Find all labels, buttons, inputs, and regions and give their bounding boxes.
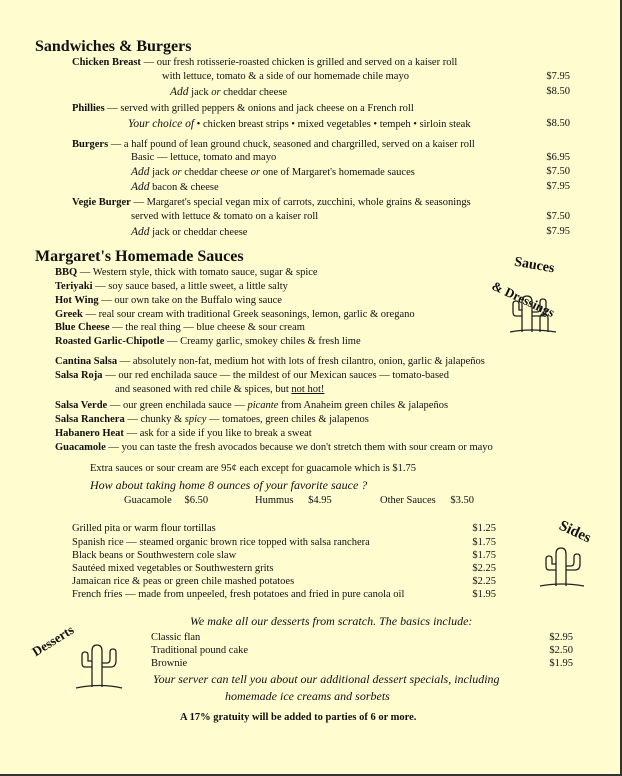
side-item: Sautéed mixed vegetables or Southwestern grits xyxy=(72,563,274,574)
sauce-name: Salsa Ranchera xyxy=(55,414,125,425)
sauce-name: Habanero Heat xyxy=(55,428,124,439)
side-price: $1.25 xyxy=(472,523,496,534)
take-home-heading: How about taking home 8 ounces of your favorite sauce ? xyxy=(90,478,368,492)
salsa-roja-line2 xyxy=(115,384,324,395)
take-home-price: $3.50 xyxy=(450,495,474,506)
add-word: Add xyxy=(131,166,150,178)
sauce-desc: and seasoned with red chile & spices, but xyxy=(115,384,289,395)
take-home-name: Hummus xyxy=(255,495,294,506)
item-desc: — a half pound of lean ground chuck, seasoned and chargrilled, served on a kaiser roll xyxy=(110,139,475,150)
sauce-name: Roasted Garlic-Chipotle xyxy=(55,336,165,347)
item-desc: — our fresh rotisserie-roasted chicken is grilled and served on a kaiser roll xyxy=(143,57,458,68)
side-item: Black beans or Southwestern cole slaw xyxy=(72,550,237,561)
take-home-other xyxy=(380,495,474,506)
dessert-item: Brownie xyxy=(151,658,188,669)
side-price: $2.25 xyxy=(472,563,496,574)
addon-text: jack or cheddar cheese xyxy=(152,227,248,238)
habanero-heat xyxy=(55,428,312,439)
sauce-item xyxy=(55,309,415,320)
dessert-price: $2.95 xyxy=(549,632,573,643)
addon-text: jack xyxy=(191,87,209,98)
burgers-basic: Basic — lettuce, tomato and mayo xyxy=(131,152,277,163)
burgers-addon2-price: $7.95 xyxy=(546,181,570,192)
addon-text2: cheddar cheese xyxy=(223,87,288,98)
sauce-name: Guacamole xyxy=(55,442,106,453)
item-desc: — served with grilled peppers & onions and jack cheese on a French roll xyxy=(107,103,414,114)
add-word: Add xyxy=(170,86,189,98)
guacamole xyxy=(55,442,493,453)
addon-text: jack xyxy=(152,167,170,178)
phillies-choices xyxy=(128,118,471,130)
dessert-note-line1: Your server can tell you about our additional dessert specials, including xyxy=(153,672,500,686)
sauce-desc: — Creamy garlic, smokey chiles & fresh lime xyxy=(167,336,361,347)
dessert-item: Traditional pound cake xyxy=(151,645,249,656)
sauce-item xyxy=(55,336,361,347)
item-name: Chicken Breast xyxy=(72,57,141,68)
take-home-hummus xyxy=(255,495,332,506)
or-word: or xyxy=(250,167,261,178)
side-price: $2.25 xyxy=(472,576,496,587)
sauce-desc2: from Anaheim green chiles & jalapeños xyxy=(280,400,449,411)
sauce-desc: — you can taste the fresh avocados because we don't stretch them with sour cream or mayo xyxy=(108,442,493,453)
side-item: Spanish rice — steamed organic brown rice topped with salsa ranchera xyxy=(72,537,370,548)
vegie-desc-line2: served with lettuce & tomato on a kaiser roll xyxy=(131,211,319,222)
sauce-item xyxy=(55,267,318,278)
item-desc: — Margaret's special vegan mix of carrots, zucchini, whole grains & seasonings xyxy=(133,197,471,208)
phillies-row xyxy=(72,103,414,114)
sauce-item xyxy=(55,322,305,333)
picante-text: picante xyxy=(247,400,279,411)
sauce-name: Teriyaki xyxy=(55,281,93,292)
sauce-desc: — ask for a side if you like to break a sweat xyxy=(126,428,312,439)
choice-label: Your choice of xyxy=(128,118,195,130)
dessert-item: Classic flan xyxy=(151,632,201,643)
sauce-desc: — absolutely non-fat, medium hot with lots of fresh cilantro, onion, garlic & jalapeños xyxy=(119,356,485,367)
salsa-cantina xyxy=(55,356,485,367)
sides-badge-label: Sides xyxy=(556,517,594,547)
item-name: Phillies xyxy=(72,103,105,114)
sauces-heading: Margaret's Homemade Sauces xyxy=(35,248,244,265)
sauce-name: Blue Cheese xyxy=(55,322,110,333)
sides-badge xyxy=(530,517,610,590)
vegie-addon-price: $7.95 xyxy=(546,226,570,237)
addon-text: bacon & cheese xyxy=(152,182,219,193)
or-word: or xyxy=(211,87,221,98)
spicy-text: spicy xyxy=(184,414,207,425)
take-home-name: Guacamole xyxy=(124,495,172,506)
side-item: Jamaican rice & peas or green chile mashed potatoes xyxy=(72,576,295,587)
sandwiches-heading: Sandwiches & Burgers xyxy=(35,38,192,55)
side-price: $1.95 xyxy=(472,589,496,600)
chicken-breast-row xyxy=(72,57,457,68)
burgers-addon2 xyxy=(131,181,219,193)
sauce-name: Salsa Roja xyxy=(55,370,103,381)
sauce-desc: — our red enchilada sauce — the mildest of our Mexican sauces — tomato-based xyxy=(105,370,449,381)
desserts-badge xyxy=(28,615,128,700)
chicken-addon xyxy=(170,86,287,98)
sauce-name: Salsa Verde xyxy=(55,400,108,411)
side-price: $1.75 xyxy=(472,550,496,561)
sauce-desc: — real sour cream with traditional Greek seasonings, lemon, garlic & oregano xyxy=(85,309,415,320)
take-home-price: $4.95 xyxy=(308,495,332,506)
chicken-price: $7.95 xyxy=(546,71,570,82)
take-home-guacamole xyxy=(124,495,208,506)
badge-line1: Sauces xyxy=(513,254,556,277)
sauce-desc: — soy sauce based, a little sweet, a little salty xyxy=(95,281,288,292)
burgers-addon1-price: $7.50 xyxy=(546,166,570,177)
gratuity-note: A 17% gratuity will be added to parties of 6 or more. xyxy=(180,712,417,723)
vegie-price: $7.50 xyxy=(546,211,570,222)
cactus-icon xyxy=(538,540,586,588)
side-price: $1.75 xyxy=(472,537,496,548)
addon-text3: one of Margaret's homemade sauces xyxy=(262,167,415,178)
or-word: or xyxy=(172,167,182,178)
badge-line2: & Dressings xyxy=(489,278,557,321)
vegie-addon xyxy=(131,226,247,238)
salsa-verde xyxy=(55,400,448,411)
burgers-row xyxy=(72,139,475,150)
side-item: French fries — made from unpeeled, fresh potatoes and fried in pure canola oil xyxy=(72,589,405,600)
sauce-item xyxy=(55,295,282,306)
sauce-item xyxy=(55,281,288,292)
take-home-price: $6.50 xyxy=(184,495,209,506)
burgers-addon1 xyxy=(131,166,415,178)
sauce-desc2: — tomatoes, green chiles & jalapenos xyxy=(209,414,369,425)
sauce-desc: — our own take on the Buffalo wing sauce xyxy=(101,295,282,306)
chicken-addon-price: $8.50 xyxy=(546,86,570,97)
sauce-desc: — Western style, thick with tomato sauce, sugar & spice xyxy=(79,267,318,278)
extra-sauces-note: Extra sauces or sour cream are 95¢ each except for guacamole which is $1.75 xyxy=(90,463,416,474)
sauce-desc: — our green enchilada sauce — xyxy=(109,400,245,411)
sauce-name: Cantina Salsa xyxy=(55,356,118,367)
phillies-price: $8.50 xyxy=(546,118,570,129)
dessert-price: $1.95 xyxy=(549,658,573,669)
sauce-desc: — chunky & xyxy=(127,414,183,425)
vegie-burger-row xyxy=(72,197,471,208)
salsa-roja xyxy=(55,370,449,381)
cactus-icon xyxy=(508,288,558,334)
add-word: Add xyxy=(131,226,150,238)
sauce-name: BBQ xyxy=(55,267,78,278)
side-item: Grilled pita or warm flour tortillas xyxy=(72,523,216,534)
take-home-name: Other Sauces xyxy=(380,495,436,506)
dessert-note-line2: homemade ice creams and sorbets xyxy=(225,689,390,703)
desserts-badge-label: Desserts xyxy=(29,621,77,660)
choice-options: • chicken breast strips • mixed vegetables • tempeh • sirloin steak xyxy=(196,119,471,130)
item-name: Vegie Burger xyxy=(72,197,131,208)
chicken-desc-line2: with lettuce, tomato & a side of our homemade chile mayo xyxy=(162,71,409,82)
item-name: Burgers xyxy=(72,139,109,150)
salsa-ranchera xyxy=(55,414,369,425)
add-word: Add xyxy=(131,181,150,193)
sauces-dressings-badge xyxy=(489,254,580,338)
addon-text2: cheddar cheese xyxy=(184,167,249,178)
burgers-basic-price: $6.95 xyxy=(546,152,570,163)
dessert-price: $2.50 xyxy=(549,645,573,656)
not-hot-text: not hot! xyxy=(291,384,325,395)
sauce-name: Hot Wing xyxy=(55,295,99,306)
sauce-desc: — the real thing — blue cheese & sour cream xyxy=(112,322,305,333)
cactus-icon xyxy=(74,633,124,691)
desserts-intro: We make all our desserts from scratch. The basics include: xyxy=(190,614,473,628)
sauce-name: Greek xyxy=(55,309,83,320)
